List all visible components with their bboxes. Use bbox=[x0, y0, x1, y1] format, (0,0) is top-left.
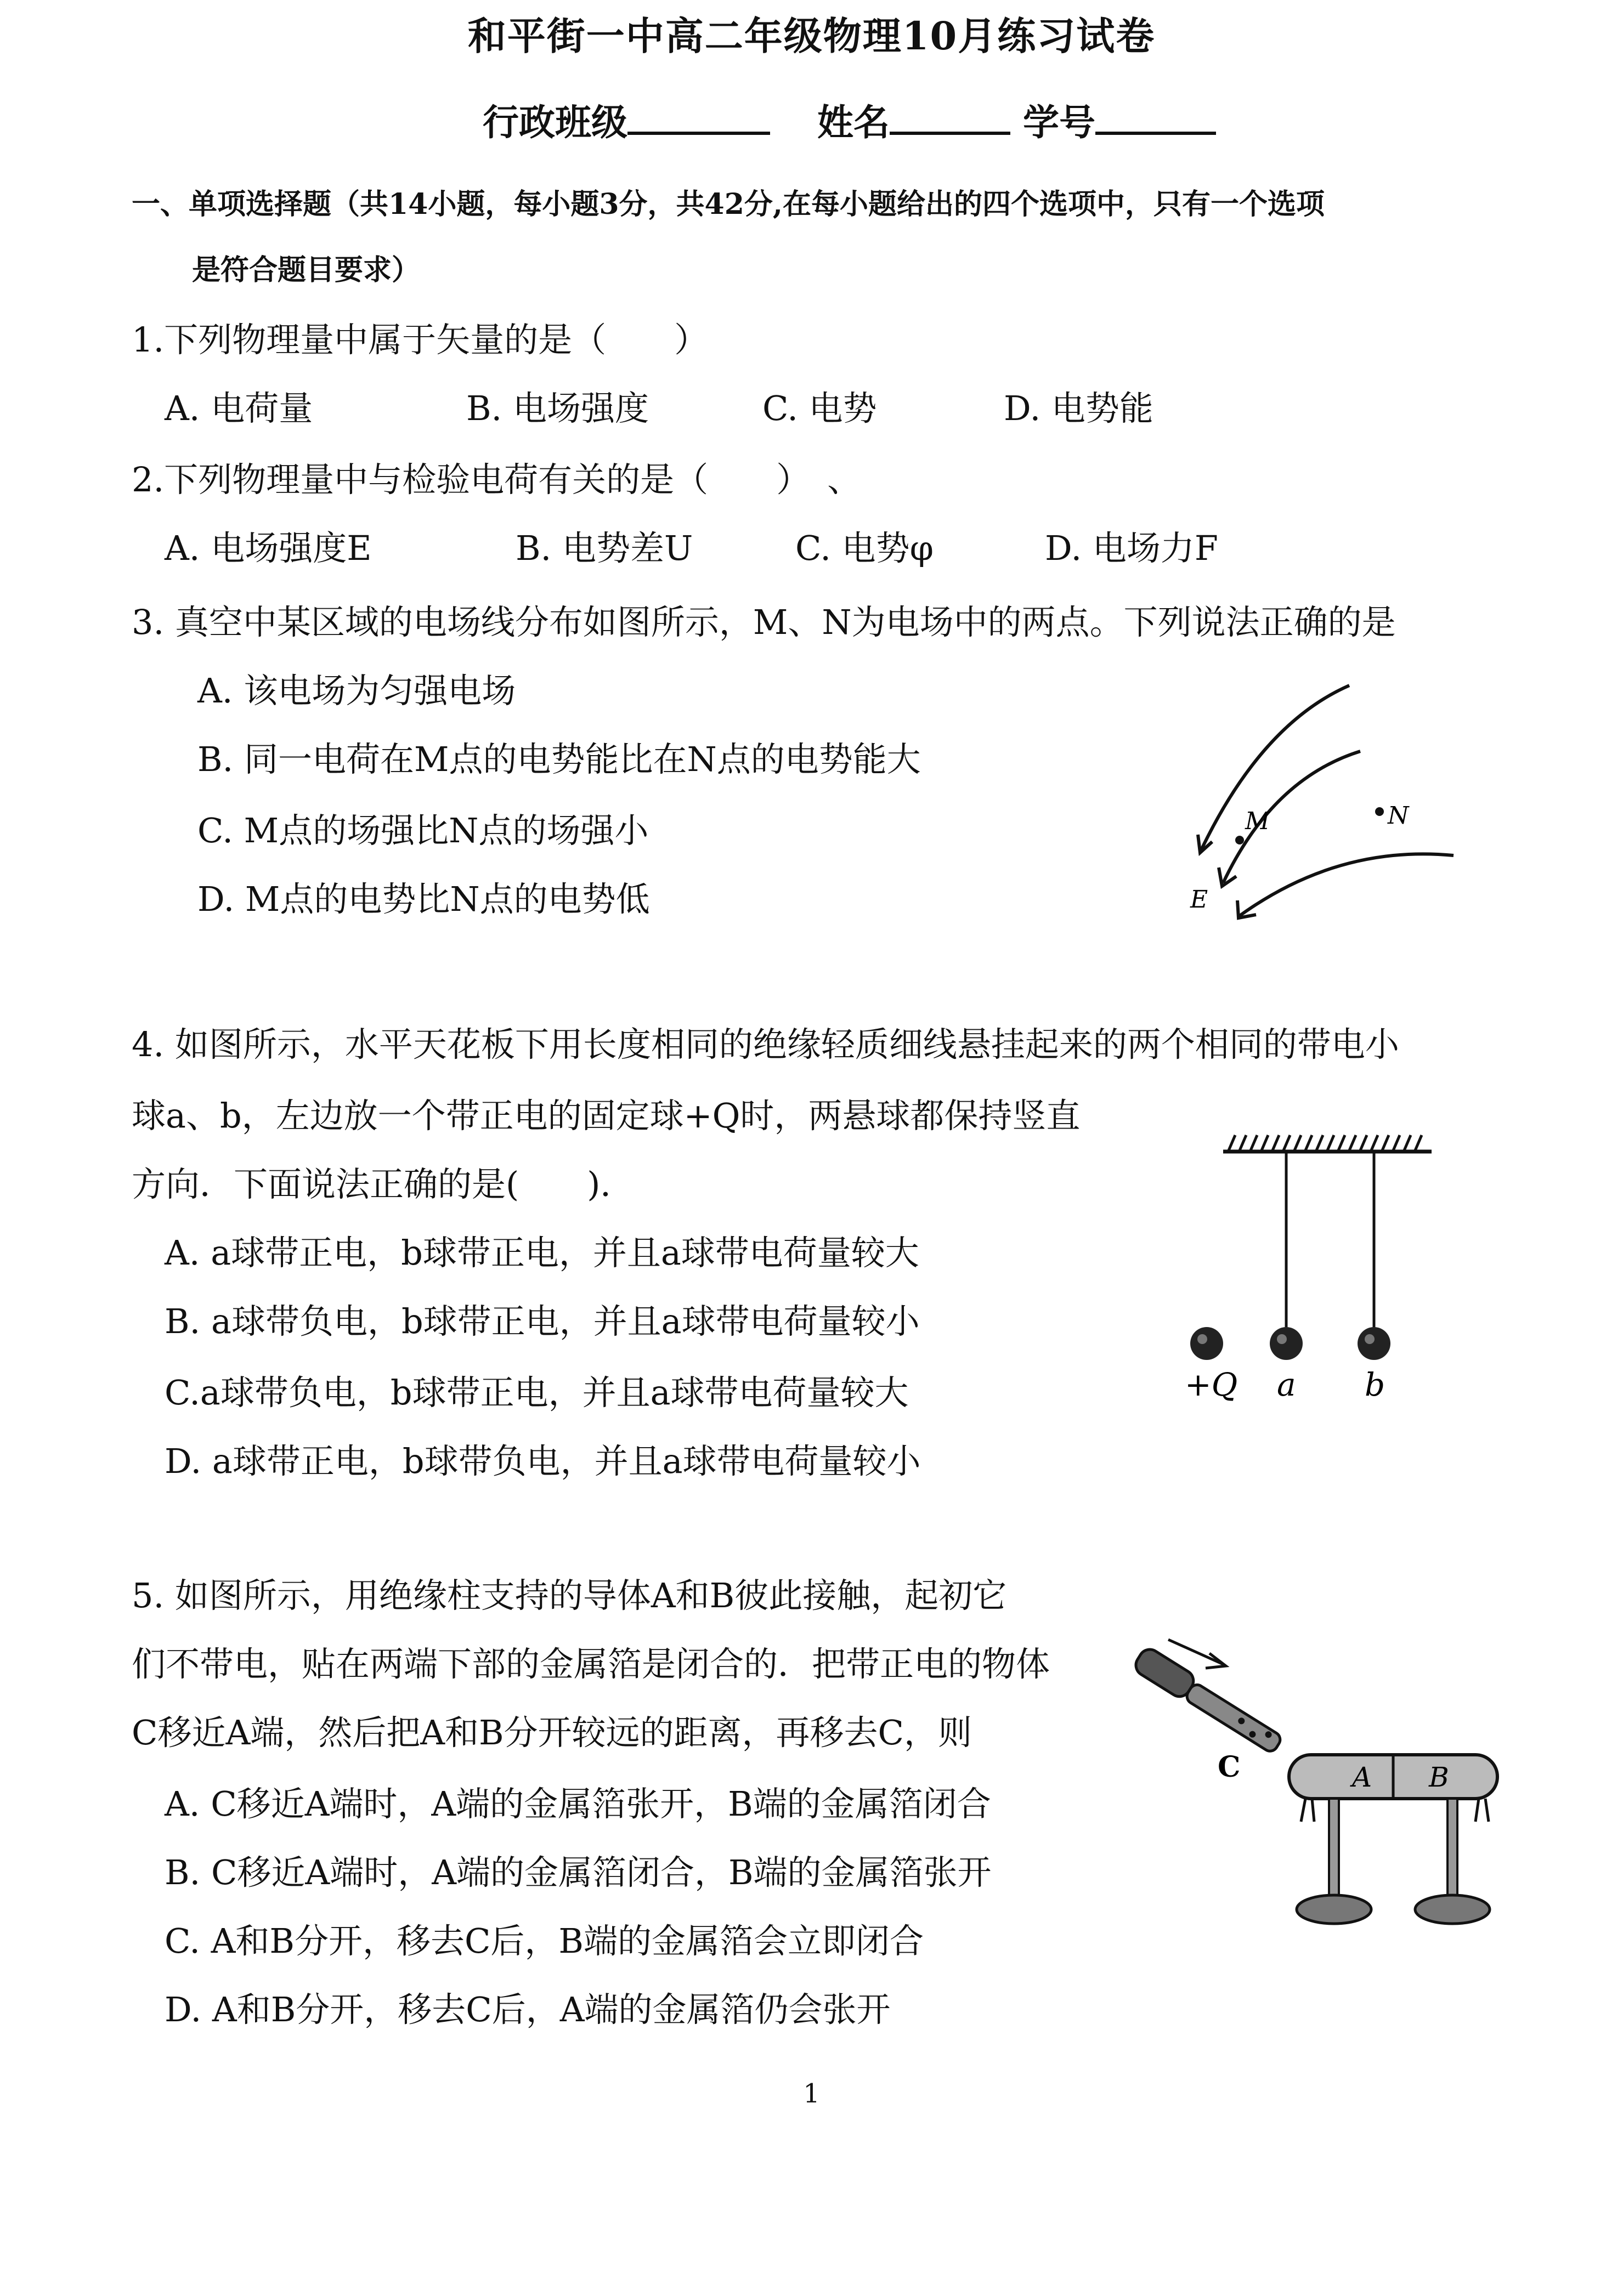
label-b: b bbox=[1365, 1366, 1386, 1403]
pendulum-figure bbox=[1168, 1130, 1454, 1426]
point-m bbox=[1235, 836, 1244, 844]
q2-option-a: A. 电场强度E bbox=[165, 528, 372, 568]
q5-option-c: C. A和B分开，移去C后，B端的金属箔会立即闭合 bbox=[165, 1921, 924, 1961]
q5-option-a: A. C移近A端时，A端的金属箔张开，B端的金属箔闭合 bbox=[165, 1784, 991, 1824]
q1-option-d: D. 电势能 bbox=[1004, 388, 1153, 428]
q5-option-b: B. C移近A端时，A端的金属箔闭合，B端的金属箔张开 bbox=[165, 1852, 992, 1892]
label-c: C bbox=[1218, 1750, 1241, 1784]
motion-arrow-line bbox=[1168, 1640, 1223, 1664]
page-number: 1 bbox=[803, 2078, 820, 2109]
q2-option-d: D. 电场力F bbox=[1045, 528, 1218, 568]
q2-option-b: B. 电势差U bbox=[516, 528, 693, 568]
q4-option-a: A. a球带正电，b球带正电，并且a球带电荷量较大 bbox=[165, 1233, 919, 1273]
label-q: +Q bbox=[1185, 1366, 1238, 1403]
q5-stem-line3: C移近A端，然后把A和B分开较远的距离，再移去C，则 bbox=[132, 1713, 972, 1753]
q1-option-c: C. 电势 bbox=[762, 388, 877, 428]
charged-rod-c bbox=[1132, 1646, 1286, 1756]
field-line-2 bbox=[1223, 751, 1360, 883]
label-a: a bbox=[1277, 1366, 1296, 1403]
q4-stem-line2: 球a、b，左边放一个带正电的固定球+Q时，两悬球都保持竖直 bbox=[132, 1096, 1081, 1136]
foil-a bbox=[1301, 1799, 1314, 1822]
q1-option-b: B. 电场强度 bbox=[466, 388, 649, 428]
foil-b bbox=[1475, 1799, 1489, 1822]
label-conductor-a: A bbox=[1352, 1761, 1372, 1793]
section-heading-line1: 一、单项选择题（共14小题，每小题3分，共42分,在每小题给出的四个选项中，只有一个选项 bbox=[132, 188, 1325, 221]
q3-option-d: D. M点的电势比N点的电势低 bbox=[197, 879, 650, 919]
stand-right bbox=[1447, 1799, 1457, 1903]
label-conductor-b: B bbox=[1429, 1761, 1449, 1793]
q2-option-c: C. 电势φ bbox=[795, 528, 934, 568]
ball-a bbox=[1270, 1327, 1303, 1360]
ceiling-hatching bbox=[1229, 1135, 1422, 1150]
id-label: 学号 bbox=[1022, 101, 1095, 144]
q5-stem-line1: 5. 如图所示，用绝缘柱支持的导体A和B彼此接触，起初它 bbox=[132, 1575, 1007, 1615]
point-n bbox=[1375, 807, 1384, 816]
field-lines-figure bbox=[1168, 674, 1475, 932]
label-m: M bbox=[1245, 807, 1270, 835]
label-n: N bbox=[1388, 802, 1409, 830]
stand-left bbox=[1329, 1799, 1339, 1903]
id-blank bbox=[1095, 101, 1216, 135]
q1-option-a: A. 电荷量 bbox=[165, 388, 313, 428]
q3-option-a: A. 该电场为匀强电场 bbox=[197, 671, 516, 711]
q1-stem: 1.下列物理量中属于矢量的是（ ） bbox=[132, 320, 709, 360]
ball-q bbox=[1190, 1327, 1223, 1360]
class-label: 行政班级 bbox=[483, 101, 627, 144]
label-e: E bbox=[1190, 886, 1208, 914]
student-info-line bbox=[483, 93, 1216, 145]
q3-stem: 3. 真空中某区域的电场线分布如图所示，M、N为电场中的两点。下列说法正确的是 bbox=[132, 602, 1396, 642]
section-heading-line2: 是符合题目要求） bbox=[192, 253, 421, 287]
q3-option-b: B. 同一电荷在M点的电势能比在N点的电势能大 bbox=[197, 739, 921, 779]
q4-stem-line1: 4. 如图所示，水平天花板下用长度相同的绝缘轻质细线悬挂起来的两个相同的带电小 bbox=[132, 1024, 1399, 1064]
ball-b bbox=[1358, 1327, 1390, 1360]
name-blank bbox=[890, 101, 1010, 135]
q3-option-c: C. M点的场强比N点的场强小 bbox=[197, 810, 649, 851]
q5-stem-line2: 们不带电，贴在两端下部的金属箔是闭合的．把带正电的物体 bbox=[132, 1644, 1050, 1684]
q2-stem: 2.下列物理量中与检验电荷有关的是（ ） 、 bbox=[132, 460, 862, 500]
q5-option-d: D. A和B分开，移去C后，A端的金属箔仍会张开 bbox=[165, 1989, 891, 2029]
class-blank bbox=[627, 101, 770, 135]
conductor-figure bbox=[1108, 1618, 1514, 1947]
base-left bbox=[1297, 1895, 1371, 1924]
q4-option-c: C.a球带负电，b球带正电，并且a球带电荷量较大 bbox=[165, 1373, 909, 1413]
base-right bbox=[1415, 1895, 1490, 1924]
q4-stem-line3: 方向．下面说法正确的是( )． bbox=[132, 1164, 635, 1204]
exam-title: 和平街一中高二年级物理10月练习试卷 bbox=[467, 13, 1156, 59]
name-label: 姓名 bbox=[817, 101, 890, 144]
field-line-1 bbox=[1201, 685, 1349, 850]
field-line-3 bbox=[1240, 854, 1454, 916]
q4-option-d: D. a球带正电，b球带负电，并且a球带电荷量较小 bbox=[165, 1441, 921, 1481]
q4-option-b: B. a球带负电，b球带正电，并且a球带电荷量较小 bbox=[165, 1301, 920, 1341]
